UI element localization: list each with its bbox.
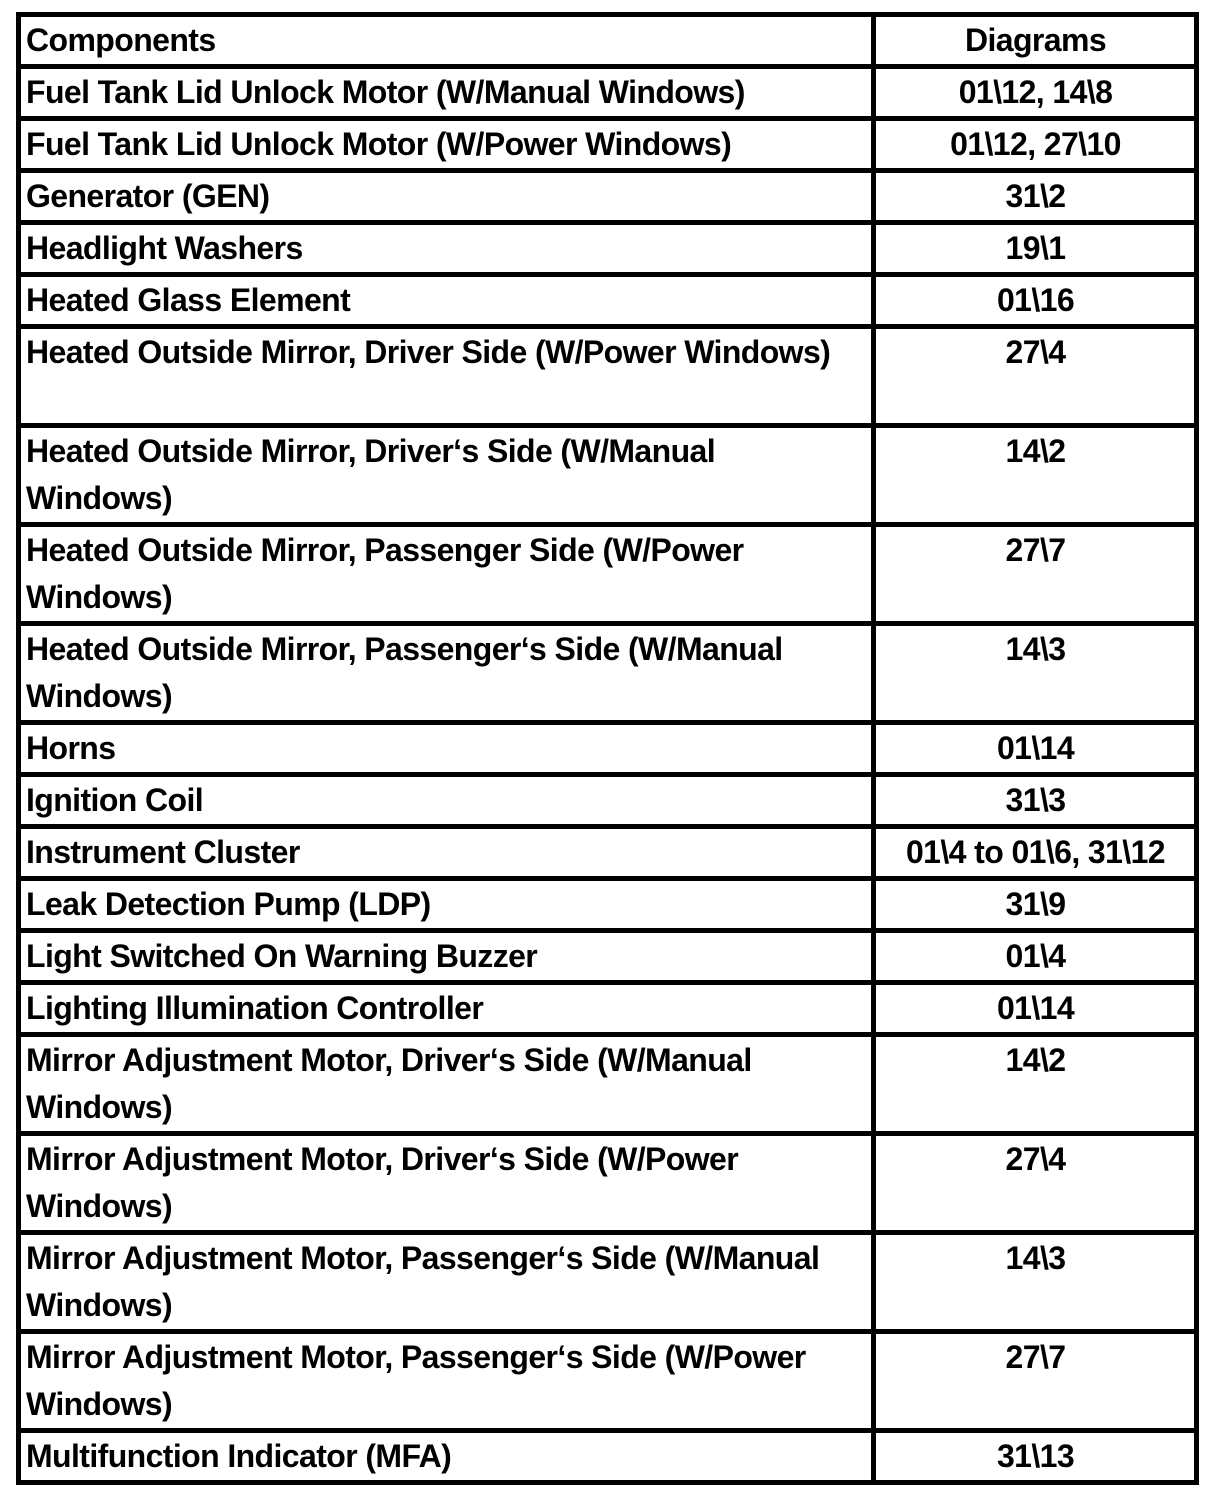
diagram-cell: 27\7 [874,525,1197,624]
component-cell: Light Switched On Warning Buzzer [19,931,874,983]
diagram-cell: 01\4 [874,931,1197,983]
component-cell: Heated Outside Mirror, Driver Side (W/Power Windows) [19,327,874,426]
diagram-cell: 31\9 [874,879,1197,931]
diagram-cell: 14\3 [874,624,1197,723]
component-cell: Horns [19,723,874,775]
diagram-cell: 01\14 [874,723,1197,775]
component-cell: Mirror Adjustment Motor, Passenger‘s Side (W/Power Windows) [19,1332,874,1431]
component-cell: Headlight Washers [19,223,874,275]
component-cell: Heated Outside Mirror, Driver‘s Side (W/Manual Windows) [19,426,874,525]
diagram-cell: 14\3 [874,1233,1197,1332]
table-row [19,1134,1197,1233]
diagram-cell: 01\16 [874,275,1197,327]
diagram-cell: 01\4 to 01\6, 31\12 [874,827,1197,879]
component-diagram-table [16,12,1199,1485]
table-row [19,931,1197,983]
table-row [19,67,1197,119]
table-row [19,879,1197,931]
table-row [19,983,1197,1035]
diagrams-column-header: Diagrams [874,15,1197,67]
table-row [19,223,1197,275]
component-cell: Fuel Tank Lid Unlock Motor (W/Power Windows) [19,119,874,171]
diagram-cell: 31\3 [874,775,1197,827]
table-row [19,1233,1197,1332]
diagram-cell: 27\4 [874,327,1197,426]
diagram-cell: 27\7 [874,1332,1197,1431]
component-cell: Multifunction Indicator (MFA) [19,1431,874,1483]
table-row [19,171,1197,223]
component-cell: Heated Glass Element [19,275,874,327]
component-cell: Mirror Adjustment Motor, Driver‘s Side (W/Manual Windows) [19,1035,874,1134]
table-row [19,327,1197,426]
diagram-cell: 31\13 [874,1431,1197,1483]
table-row [19,1035,1197,1134]
table-row [19,775,1197,827]
component-cell: Fuel Tank Lid Unlock Motor (W/Manual Windows) [19,67,874,119]
component-diagram-table-container [16,12,1194,1485]
component-cell: Lighting Illumination Controller [19,983,874,1035]
component-cell: Generator (GEN) [19,171,874,223]
diagram-cell: 01\12, 27\10 [874,119,1197,171]
component-cell: Heated Outside Mirror, Passenger‘s Side (W/Manual Windows) [19,624,874,723]
component-cell: Leak Detection Pump (LDP) [19,879,874,931]
table-row [19,119,1197,171]
table-row [19,827,1197,879]
diagram-cell: 19\1 [874,223,1197,275]
table-row [19,525,1197,624]
component-cell: Heated Outside Mirror, Passenger Side (W/Power Windows) [19,525,874,624]
table-header-row [19,15,1197,67]
diagram-cell: 01\14 [874,983,1197,1035]
table-row [19,624,1197,723]
components-column-header: Components [19,15,874,67]
component-cell: Instrument Cluster [19,827,874,879]
table-row [19,1332,1197,1431]
table-row [19,426,1197,525]
table-row [19,723,1197,775]
table-row [19,275,1197,327]
diagram-cell: 27\4 [874,1134,1197,1233]
component-cell: Ignition Coil [19,775,874,827]
diagram-cell: 31\2 [874,171,1197,223]
diagram-cell: 14\2 [874,1035,1197,1134]
diagram-cell: 14\2 [874,426,1197,525]
diagram-cell: 01\12, 14\8 [874,67,1197,119]
table-row [19,1431,1197,1483]
component-cell: Mirror Adjustment Motor, Passenger‘s Side (W/Manual Windows) [19,1233,874,1332]
component-cell: Mirror Adjustment Motor, Driver‘s Side (W/Power Windows) [19,1134,874,1233]
